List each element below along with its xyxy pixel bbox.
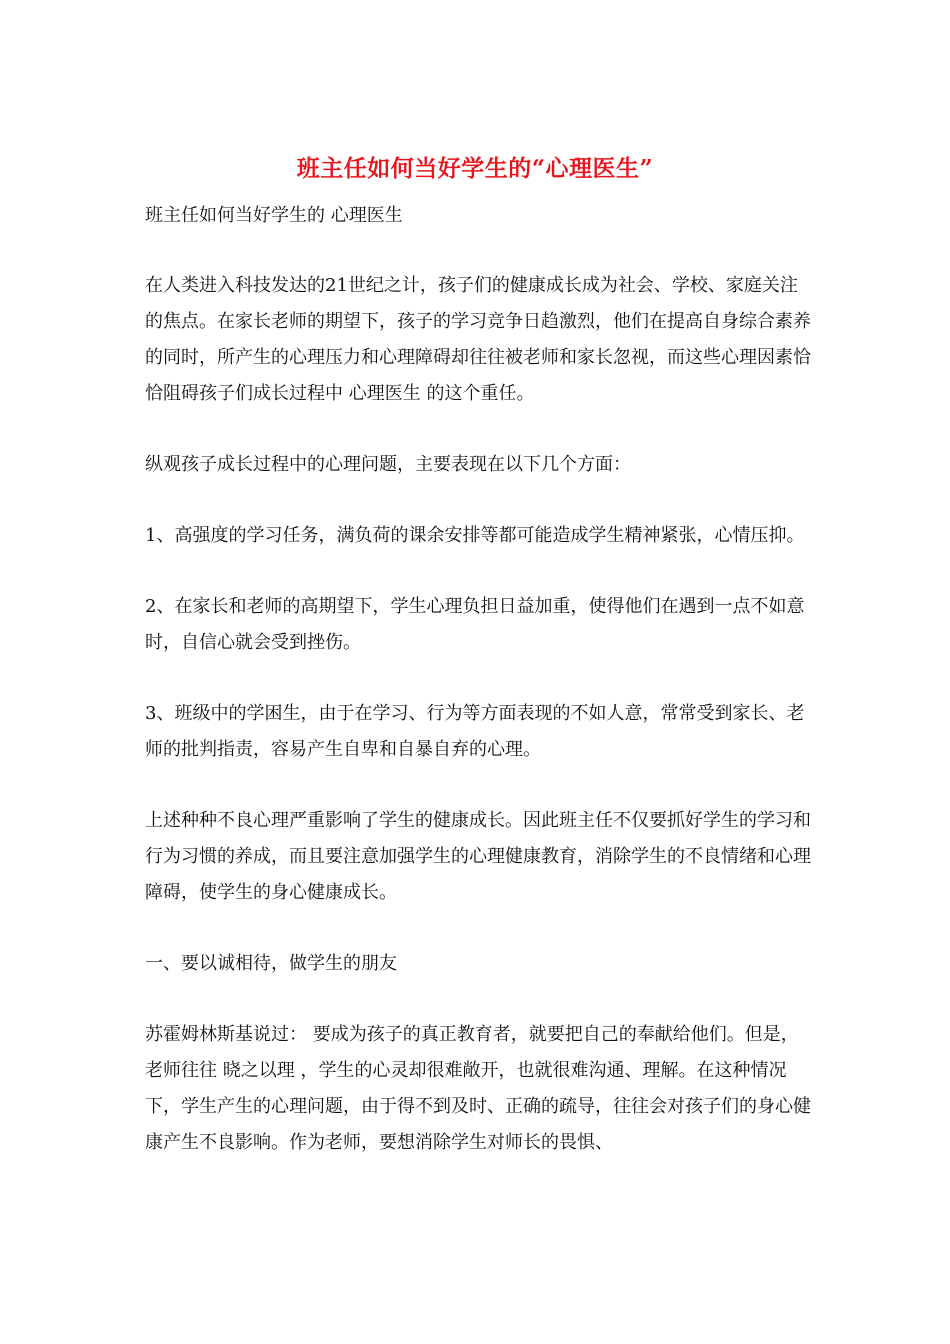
section-heading-1: 一、要以诚相待，做学生的朋友 [145,953,397,974]
paragraph-point-2: 2、在家长和老师的高期望下，学生心理负担日益加重，使得他们在遇到一点不如意时，自信心就会受到挫伤。 [145,596,805,653]
paragraph-intro: 在人类进入科技发达的21世纪之计，孩子们的健康成长成为社会、学校、家庭关注的焦点。在家长老师的期望下，孩子的学习竞争日趋激烈，他们在提高自身综合素养的同时，所产生的心理压力和心理障碍却往往被老师和家长忽视，而这些心理因素恰恰阻碍孩子们成长过程中 心理医生 的这个重任。 [145,275,811,404]
paragraph-point-1: 1、高强度的学习任务，满负荷的课余安排等都可能造成学生精神紧张，心情压抑。 [145,525,805,546]
document-title: 班主任如何当好学生的“心理医生” [296,155,654,182]
document-body [145,198,815,1161]
paragraph-overview: 纵观孩子成长过程中的心理问题，主要表现在以下几个方面： [145,454,631,475]
paragraph-summary: 上述种种不良心理严重影响了学生的健康成长。因此班主任不仅要抓好学生的学习和行为习惯的养成，而且要注意加强学生的心理健康教育，消除学生的不良情绪和心理障碍，使学生的身心健康成长。 [145,810,811,903]
paragraph-section-1: 苏霍姆林斯基说过： 要成为孩子的真正教育者，就要把自己的奉献给他们。但是，老师往往 晓之以理 ，学生的心灵却很难敞开，也就很难沟通、理解。在这种情况下，学生产生的心理问题，由于得不到及时、正确的疏导，往往会对孩子们的身心健康产生不良影响。作为老师，要想消除学生对师长的畏惧、 [145,1024,811,1153]
document-subtitle: 班主任如何当好学生的 心理医生 [145,205,403,226]
paragraph-point-3: 3、班级中的学困生，由于在学习、行为等方面表现的不如人意，常常受到家长、老师的批判指责，容易产生自卑和自暴自弃的心理。 [145,703,805,760]
